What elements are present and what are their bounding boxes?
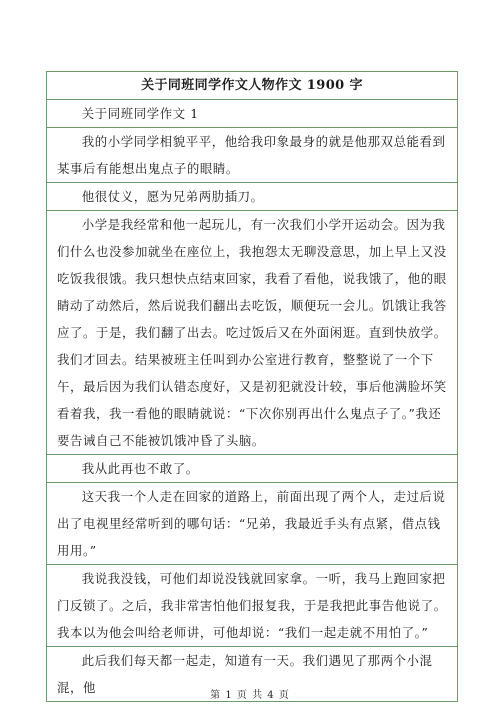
page-label-suffix: 页 [278, 690, 290, 701]
paragraph-4: 我从此再也不敢了。 [47, 455, 457, 483]
document-subtitle: 关于同班同学作文 1 [47, 100, 457, 128]
paragraph-7: 此后我们每天都一起走，知道有一天。我们遇见了那两个小混混，他 [47, 647, 457, 702]
page-total: 4 [267, 690, 275, 701]
paragraph-3: 小学是我经常和他一起玩儿，有一次我们小学开运动会。因为我们什么也没参加就坐在座位上，我抱怨太无聊没意思，加上早上又没吃饭我很饿。我只想快点结束回家，我看了看他，说我饿了，他的眼睛动了动然后，然后说我们翻出去吃饭，顺便玩一会儿。饥饿让我答应了。于是，我们翻了出去。吃过饭后又在外面闲逛。直到快放学。我们才回去。结果被班主任叫到办公室进行教育，整整说了一个下午，最后因为我们认错态度好，又是初犯就没计较，事后他满脸坏笑看着我，我一看他的眼睛就说：“下次你别再出什么鬼点子了。”我还要告诫自己不能被饥饿冲昏了头脑。 [47, 211, 457, 455]
paragraph-5: 这天我一个人走在回家的道路上，前面出现了两个人，走过后说出了电视里经常听到的哪句话：“兄弟，我最近手头有点紧，借点钱用用。” [47, 483, 457, 565]
paragraph-2: 他很仗义，愿为兄弟两肋插刀。 [47, 183, 457, 211]
page-label-mid: 页 共 [236, 690, 264, 701]
page-footer [0, 686, 500, 701]
page-number: 1 [225, 690, 233, 701]
paragraph-1: 我的小学同学相貌平平，他给我印象最身的就是他那双总能看到某事后有能想出鬼点子的眼睛。 [47, 128, 457, 183]
document-table [46, 71, 458, 702]
document-title: 关于同班同学作文人物作文 1900 字 [47, 72, 457, 100]
paragraph-6: 我说我没钱，可他们却说没钱就回家拿。一听，我马上跑回家把门反锁了。之后，我非常害怕他们报复我，于是我把此事告他说了。我本以为他会叫给老师讲，可他却说：“我们一起走就不用怕了。” [47, 565, 457, 647]
page-label-prefix: 第 [210, 690, 222, 701]
